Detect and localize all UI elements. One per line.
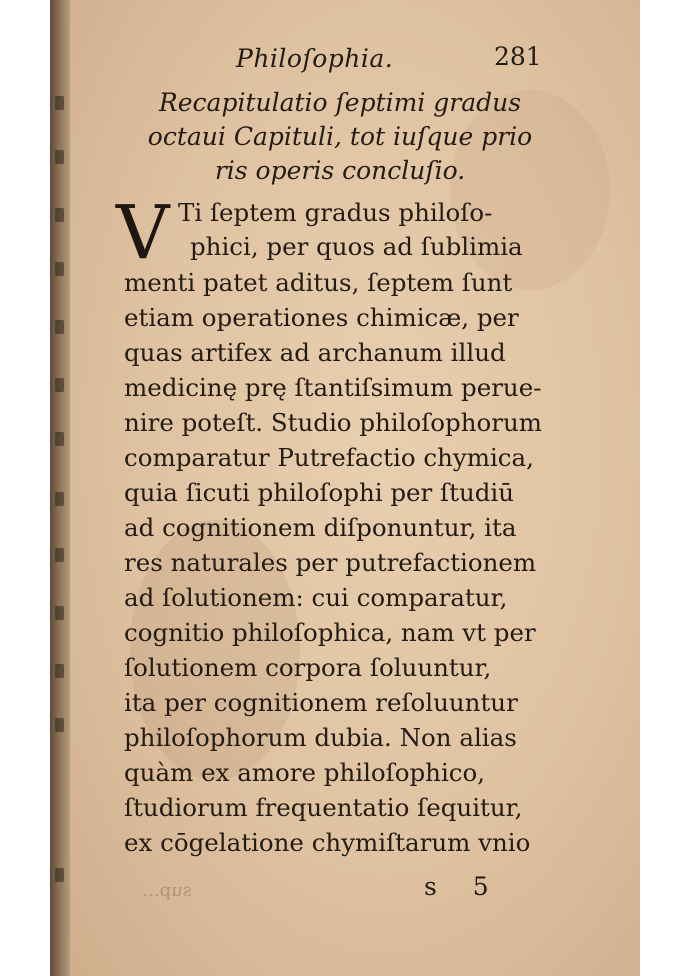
body-line: nire poteſt. Studio philoſophorum <box>124 408 542 437</box>
gutter-mark <box>55 262 64 276</box>
body-line: cognitio philoſophica, nam vt per <box>124 618 536 647</box>
gutter-mark <box>55 96 64 110</box>
body-line: medicinę prę ſtantiſsimum perue- <box>124 373 542 402</box>
body-line: quas artifex ad archanum illud <box>124 338 506 367</box>
running-title: Philoſophia. <box>236 44 394 73</box>
body-line: quia ſicuti philoſophi per ſtudiū <box>124 478 515 507</box>
gutter-mark <box>55 208 64 222</box>
body-line: phici, per quos ad ſublimia <box>190 232 523 261</box>
body-line: etiam operationes chimicæ, per <box>124 303 519 332</box>
body-line: menti patet aditus, ſeptem ſunt <box>124 268 513 297</box>
body-line: res naturales per putrefactionem <box>124 548 537 577</box>
body-line: ad cognitionem diſponuntur, ita <box>124 513 517 542</box>
body-line: ex cōgelatione chymiſtarum vnio <box>124 828 531 857</box>
heading-line: octaui Capituli, tot iuſque prio <box>147 122 533 151</box>
gutter-mark <box>55 718 64 732</box>
body-line: philoſophorum dubia. Non alias <box>124 723 517 752</box>
gutter-mark <box>55 606 64 620</box>
gutter-mark <box>55 320 64 334</box>
body-line: quàm ex amore philoſophico, <box>124 758 486 787</box>
gutter-mark <box>55 664 64 678</box>
chapter-heading <box>120 86 560 188</box>
body-line: ſolutionem corpora ſoluuntur, <box>124 653 492 682</box>
page-number: 281 <box>494 42 542 71</box>
gutter-mark <box>55 378 64 392</box>
body-line: comparatur Putrefactio chymica, <box>124 443 534 472</box>
signature-mark: s 5 <box>424 872 503 901</box>
body-line: ſtudiorum frequentatio ſequitur, <box>124 793 523 822</box>
gutter-mark <box>55 868 64 882</box>
heading-line: Recapitulatio ſeptimi gradus <box>158 88 522 117</box>
bleed-through-text: sup... <box>142 880 192 901</box>
gutter-mark <box>55 548 64 562</box>
body-line: ita per cognitionem reſoluuntur <box>124 688 518 717</box>
gutter-text-marks <box>52 0 68 976</box>
body-line: ad ſolutionem: cui comparatur, <box>124 583 508 612</box>
gutter-mark <box>55 492 64 506</box>
body-line: Ti ſeptem gradus philoſo- <box>178 198 493 227</box>
gutter-mark <box>55 150 64 164</box>
gutter-mark <box>55 432 64 446</box>
left-margin <box>0 0 50 976</box>
heading-line: ris operis concluſio. <box>214 156 466 185</box>
drop-cap: V <box>116 190 170 276</box>
right-margin <box>640 0 690 976</box>
